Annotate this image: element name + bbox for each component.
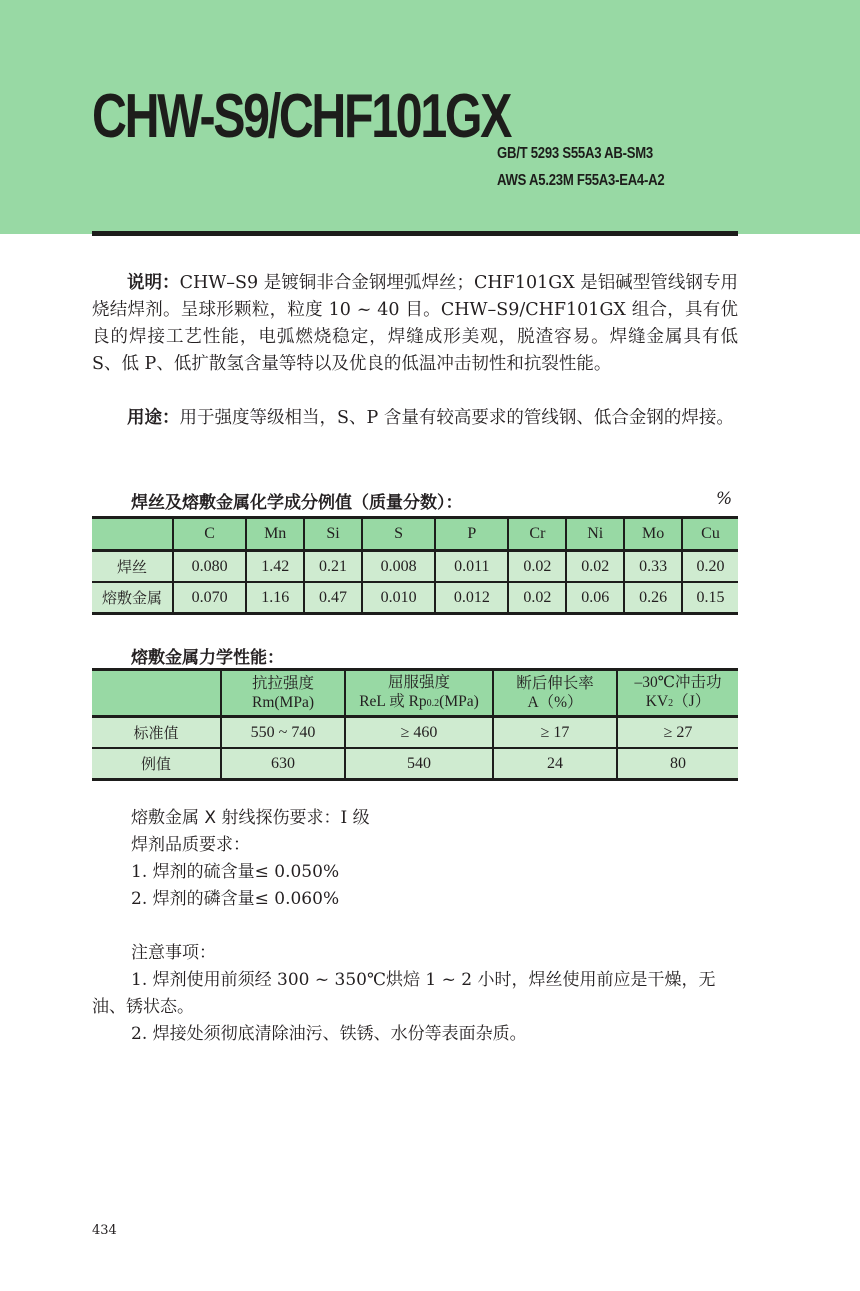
table-cell: 24 — [493, 748, 617, 780]
table-cell: 1.16 — [246, 582, 304, 614]
table-cell: 80 — [617, 748, 738, 780]
row-label: 标准值 — [92, 717, 221, 749]
header-cell: Ni — [566, 518, 624, 551]
chemical-table-title: 焊丝及熔敷金属化学成分例值（质量分数）： — [131, 493, 463, 513]
header-cell: C — [173, 518, 246, 551]
chemical-composition-table — [92, 516, 738, 615]
table-cell: 0.010 — [362, 582, 435, 614]
table-cell: 0.47 — [304, 582, 362, 614]
table-header-row — [92, 670, 738, 717]
header-line1: 断后伸长率 — [516, 675, 594, 692]
table-cell: 630 — [221, 748, 345, 780]
table-row — [92, 717, 738, 749]
table-cell: 0.008 — [362, 551, 435, 583]
header-cell-yield — [345, 670, 493, 717]
table-cell: 0.20 — [682, 551, 738, 583]
header-text: （J） — [673, 693, 711, 710]
table-cell: 1.42 — [246, 551, 304, 583]
requirements-block — [131, 805, 370, 913]
flux-quality-item: 2. 焊剂的磷含量≤ 0.060% — [131, 889, 340, 909]
table-cell: 0.33 — [624, 551, 682, 583]
table-cell: 550 ~ 740 — [221, 717, 345, 749]
row-label: 例值 — [92, 748, 221, 780]
table-cell: 0.15 — [682, 582, 738, 614]
standard-aws: AWS A5.23M F55A3-EA4-A2 — [497, 172, 665, 189]
table-cell: 0.02 — [508, 551, 566, 583]
notes-block — [92, 940, 738, 1048]
table-cell: 0.02 — [566, 551, 624, 583]
description-text: CHW–S9 是镀铜非合金钢埋弧焊丝；CHF101GX 是铝碱型管线钢专用烧结焊剂。呈球形颗粒，粒度 10 ~ 40 目。CHW–S9/CHF101GX 组合，具有优良的焊接工艺性能，电弧燃烧稳定，焊缝成形美观，脱渣容易。焊缝金属具有低 S、低 P、低扩散氢含量等特以及优良的低温冲击韧性和抗裂性能。 — [92, 273, 738, 374]
page-number: 434 — [92, 1223, 117, 1238]
header-line2 — [618, 692, 738, 713]
table-cell: 0.080 — [173, 551, 246, 583]
header-cell-empty — [92, 670, 221, 717]
header-cell — [92, 518, 173, 551]
table-header-row — [92, 518, 738, 551]
description-lead: 说明： — [127, 273, 180, 293]
table-cell: 540 — [345, 748, 493, 780]
table-cell: ≥ 17 — [493, 717, 617, 749]
header-cell: Mn — [246, 518, 304, 551]
notes-item: 2. 焊接处须彻底清除油污、铁锈、水份等表面杂质。 — [131, 1024, 527, 1044]
table-cell: 0.06 — [566, 582, 624, 614]
header-text: KV — [645, 693, 669, 710]
table-row — [92, 582, 738, 614]
table-cell: 0.02 — [508, 582, 566, 614]
notes-item: 1. 焊剂使用前须经 300 ~ 350℃烘焙 1 ~ 2 小时，焊丝使用前应是干燥，无油、锈状态。 — [92, 970, 716, 1017]
product-title: CHW-S9/CHF101GX — [92, 82, 511, 151]
header-divider — [92, 231, 738, 236]
header-line1: 抗拉强度 — [251, 675, 314, 692]
header-cell: P — [435, 518, 508, 551]
header-line2: Rm(MPa) — [252, 694, 314, 711]
xray-label: 熔敷金属 X 射线探伤要求： — [131, 808, 341, 828]
mechanical-table-title: 熔敷金属力学性能： — [131, 648, 284, 668]
header-text: (MPa) — [439, 693, 479, 710]
table-row — [92, 551, 738, 583]
description-paragraph — [92, 270, 738, 378]
unit-label: % — [716, 489, 733, 509]
flux-quality-title: 焊剂品质要求： — [131, 835, 250, 855]
header-cell: Mo — [624, 518, 682, 551]
notes-title: 注意事项： — [131, 943, 216, 963]
table-cell: ≥ 460 — [345, 717, 493, 749]
flux-quality-item: 1. 焊剂的硫含量≤ 0.050% — [131, 862, 340, 882]
usage-text: 用于强度等级相当，S、P 含量有较高要求的管线钢、低合金钢的焊接。 — [179, 408, 734, 428]
header-line2 — [346, 692, 492, 713]
header-line1: –30℃冲击功 — [634, 674, 722, 691]
header-cell: Cu — [682, 518, 738, 551]
row-label: 焊丝 — [92, 551, 173, 583]
header-cell-elongation — [493, 670, 617, 717]
table-cell: ≥ 27 — [617, 717, 738, 749]
xray-value: I 级 — [340, 808, 370, 828]
header-line1: 屈服强度 — [387, 674, 450, 691]
header-cell-tensile — [221, 670, 345, 717]
header-cell-impact — [617, 670, 738, 717]
xray-requirement — [131, 805, 370, 832]
header-cell: Si — [304, 518, 362, 551]
table-cell: 0.012 — [435, 582, 508, 614]
mechanical-properties-table — [92, 668, 738, 781]
header-subscript: 2 — [668, 698, 674, 709]
usage-paragraph — [92, 405, 738, 432]
table-cell: 0.070 — [173, 582, 246, 614]
standard-gb: GB/T 5293 S55A3 AB-SM3 — [497, 145, 653, 162]
header-cell: Cr — [508, 518, 566, 551]
header-text: ReL 或 Rp — [359, 693, 427, 710]
header-cell: S — [362, 518, 435, 551]
header-subscript: 0.2 — [426, 698, 440, 709]
usage-lead: 用途： — [127, 408, 180, 428]
row-label: 熔敷金属 — [92, 582, 173, 614]
table-cell: 0.011 — [435, 551, 508, 583]
table-row — [92, 748, 738, 780]
header-line2: A（%） — [527, 694, 583, 711]
table-cell: 0.26 — [624, 582, 682, 614]
table-cell: 0.21 — [304, 551, 362, 583]
